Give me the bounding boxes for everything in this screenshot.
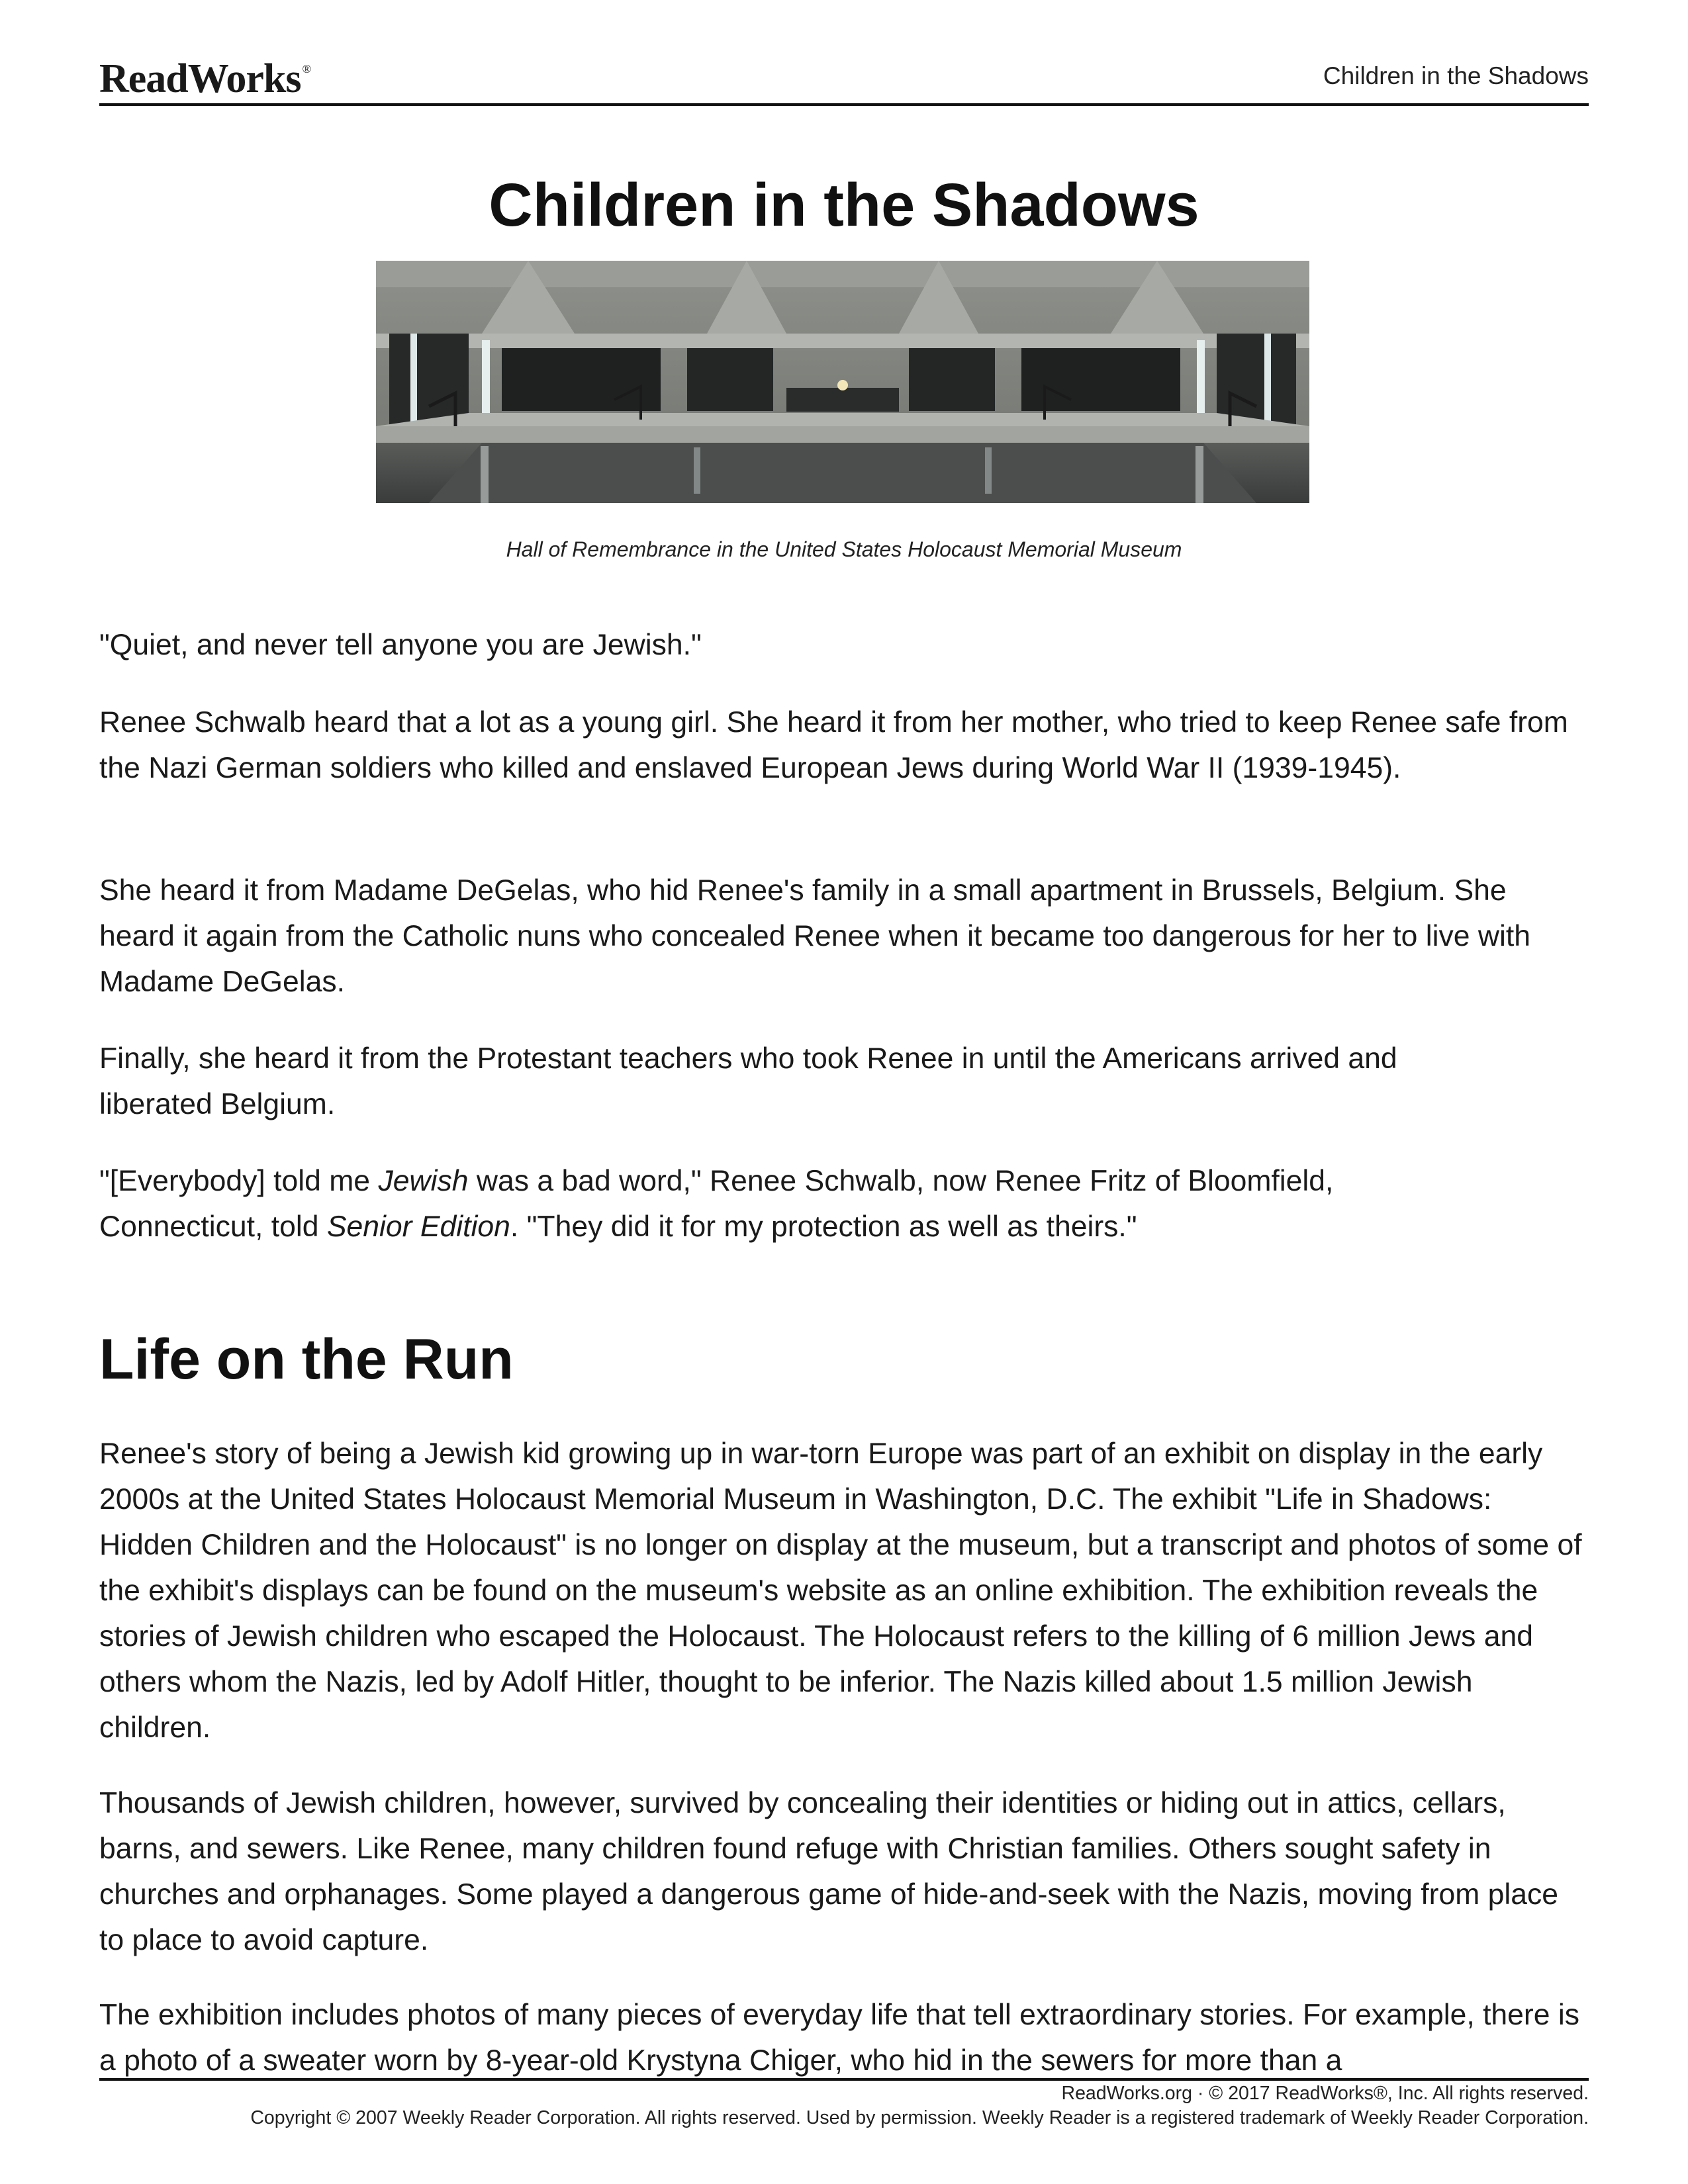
article-title: Children in the Shadows <box>489 171 1199 239</box>
section-paragraph-2 <box>99 1780 1589 1963</box>
photo-illustration <box>376 261 1309 503</box>
page-header <box>99 56 1589 106</box>
intro-paragraph-2 <box>99 700 1575 791</box>
quote-part-2: was a bad word," Renee Schwalb, now Renee Fritz of Bloomfield, Connecticut, told <box>99 1165 1334 1243</box>
section-text-3: The exhibition includes photos of many pieces of everyday life that tell extraordinary stories. For example, there is a photo of a sweater worn by 8-year-old Krystyna Chiger, who hid in the sewers for more than a <box>99 1999 1579 2077</box>
quote-italic-senior-edition: Senior Edition <box>326 1210 510 1243</box>
running-title: Children in the Shadows <box>1323 62 1589 89</box>
quote-italic-jewish: Jewish <box>378 1165 469 1197</box>
footer-readworks-copyright: ReadWorks.org · © 2017 ReadWorks®, Inc. All rights reserved. <box>1061 2083 1589 2104</box>
page-footer <box>99 2078 1589 2130</box>
footer-weekly-reader-copyright: Copyright © 2007 Weekly Reader Corporation. All rights reserved. Used by permission. Weekly Reader is a registered trademark of Weekly Reader Corporation. <box>250 2107 1589 2128</box>
intro-text-1: "Quiet, and never tell anyone you are Jewish." <box>99 629 702 661</box>
quote-text <box>99 1158 1489 1250</box>
section-text-1: Renee's story of being a Jewish kid growing up in war-torn Europe was part of an exhibit on display in the early 2000s at the United States Holocaust Memorial Museum in Washington, D.C. The exhibit "Life in Shadows: Hidden Children and the Holocaust" is no longer on display at the museum, but a transcript and photos of some of the exhibit's displays can be found on the museum's website as an online exhibition. The exhibition reveals the stories of Jewish children who escaped the Holocaust. The Holocaust refers to the killing of 6 million Jews and others whom the Nazis, led by Adolf Hitler, thought to be inferior. The Nazis killed about 1.5 million Jewish children. <box>99 1437 1582 1744</box>
intro-paragraph-4 <box>99 1036 1456 1127</box>
intro-paragraph-3 <box>99 868 1589 1005</box>
section-text-2: Thousands of Jewish children, however, survived by concealing their identities or hiding out in attics, cellars, barns, and sewers. Like Renee, many children found refuge with Christian families. Others sought safety in churches and orphanages. Some played a dangerous game of hide-and-seek with the Nazis, moving from place to place to avoid capture. <box>99 1787 1559 1956</box>
section-paragraph-3 <box>99 1992 1589 2079</box>
quote-paragraph <box>99 1158 1489 1250</box>
intro-text-2: Renee Schwalb heard that a lot as a young girl. She heard it from her mother, who tried to keep Renee safe from the Nazi German soldiers who killed and enslaved European Jews during World War II (1939-1945). <box>99 706 1568 784</box>
quote-part-3: . "They did it for my protection as well as theirs." <box>510 1210 1137 1243</box>
intro-text-4: Finally, she heard it from the Protestant teachers who took Renee in until the Americans arrived and liberated Belgium. <box>99 1042 1397 1120</box>
quote-part-1: "[Everybody] told me <box>99 1165 379 1197</box>
intro-paragraph-1 <box>99 622 1589 668</box>
logo-text: ReadWorks <box>99 56 301 101</box>
section-paragraph-1 <box>99 1431 1589 1751</box>
photo-caption: Hall of Remembrance in the United States Holocaust Memorial Museum <box>506 537 1182 561</box>
logo-registered-mark: ® <box>302 62 311 75</box>
hall-of-remembrance-photo <box>376 261 1309 503</box>
readworks-logo[interactable] <box>99 56 310 103</box>
intro-text-3: She heard it from Madame DeGelas, who hid Renee's family in a small apartment in Brussels, Belgium. She heard it again from the Catholic nuns who concealed Renee when it became too dangerous for her to live with Madame DeGelas. <box>99 874 1531 998</box>
section-heading-life-on-the-run: Life on the Run <box>99 1328 514 1391</box>
